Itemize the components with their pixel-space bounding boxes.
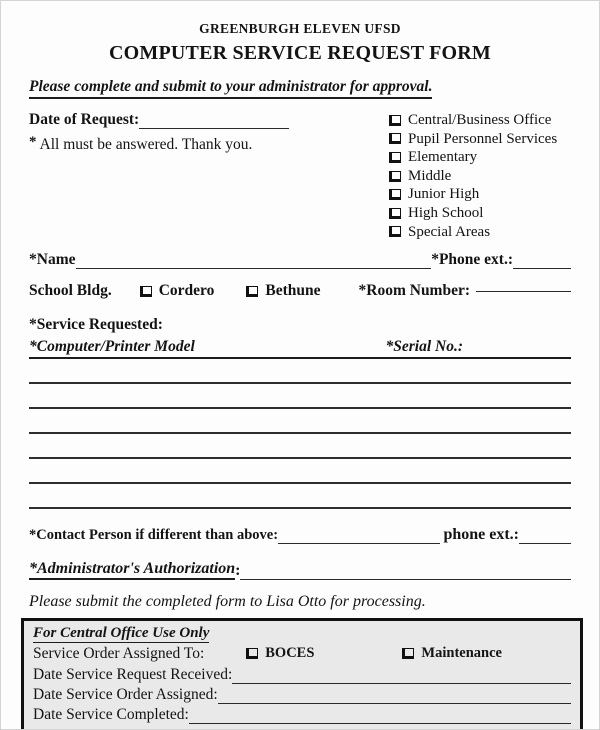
completed-label: Date Service Completed: <box>33 705 189 723</box>
assigned-option-label: BOCES <box>265 645 315 662</box>
contact-phone-line[interactable] <box>519 543 571 544</box>
location-option[interactable] <box>389 204 571 223</box>
top-section <box>29 111 571 241</box>
required-note-text: All must be answered. Thank you. <box>39 136 253 153</box>
location-option[interactable] <box>389 130 571 149</box>
admin-auth-line[interactable] <box>240 579 571 580</box>
school-option-cordero[interactable] <box>140 282 215 301</box>
checkbox-icon[interactable] <box>246 648 258 659</box>
contact-phone-ext-label: phone ext.: <box>443 525 519 543</box>
service-requested-label: *Service Requested: <box>29 315 163 333</box>
model-label: *Computer/Printer Model <box>29 337 195 355</box>
date-of-request-line[interactable] <box>139 128 289 129</box>
checkbox-icon[interactable] <box>389 171 401 182</box>
service-writein-area <box>29 359 571 509</box>
office-use-title: For Central Office Use Only <box>33 624 210 641</box>
location-option-label: Middle <box>408 167 452 184</box>
checkbox-icon[interactable] <box>389 189 401 200</box>
model-serial-line <box>29 338 571 359</box>
checkbox-icon[interactable] <box>389 133 401 144</box>
assigned-option-boces[interactable] <box>246 644 314 663</box>
service-writein-line[interactable] <box>29 359 571 384</box>
school-bldg-label: School Bldg. <box>29 282 112 300</box>
location-option-label: Junior High <box>408 186 480 203</box>
location-option-label: Elementary <box>408 149 478 166</box>
location-option[interactable] <box>389 223 571 242</box>
location-option-label: High School <box>408 204 484 221</box>
assigned-to-label: Service Order Assigned To: <box>33 644 205 662</box>
checkbox-icon[interactable] <box>389 152 401 163</box>
school-option-bethune[interactable] <box>246 282 320 301</box>
contact-label: *Contact Person if different than above: <box>29 526 279 543</box>
order-assigned-label: Date Service Order Assigned: <box>33 685 218 703</box>
name-label: *Name <box>29 251 76 269</box>
location-option[interactable] <box>389 148 571 167</box>
assigned-option-label: Maintenance <box>421 645 502 662</box>
phone-ext-label: *Phone ext.: <box>431 251 513 269</box>
school-option-label: Bethune <box>265 282 321 300</box>
checkbox-icon[interactable] <box>140 286 152 297</box>
room-number-label: *Room Number: <box>358 282 471 300</box>
room-number-line[interactable] <box>476 291 571 292</box>
date-of-request-label: Date of Request: <box>29 111 140 128</box>
org-name: GREENBURGH ELEVEN UFSD <box>199 21 401 36</box>
school-option-label: Cordero <box>158 282 215 300</box>
admin-auth-label: *Administrator's Authorization <box>29 560 235 580</box>
service-writein-line[interactable] <box>29 484 571 509</box>
assigned-option-maintenance[interactable] <box>402 644 502 663</box>
service-writein-line[interactable] <box>29 459 571 484</box>
form-title: COMPUTER SERVICE REQUEST FORM <box>109 42 491 64</box>
office-use-box <box>21 618 583 730</box>
required-note <box>29 134 379 154</box>
serial-label: *Serial No.: <box>385 337 463 355</box>
location-option-label: Central/Business Office <box>408 112 552 128</box>
received-label: Date Service Request Received: <box>33 665 233 683</box>
completed-line[interactable] <box>189 723 571 724</box>
service-writein-line[interactable] <box>29 409 571 434</box>
submit-note: Please submit the completed form to Lisa Otto for processing. <box>29 592 426 610</box>
location-option[interactable] <box>389 167 571 186</box>
service-writein-line[interactable] <box>29 434 571 459</box>
checkbox-icon[interactable] <box>389 115 401 126</box>
location-option[interactable] <box>389 185 571 204</box>
location-option-label: Pupil Personnel Services <box>408 130 558 147</box>
location-checkbox-group <box>389 111 571 241</box>
received-line[interactable] <box>232 683 571 684</box>
instruction-banner: Please complete and submit to your administrator for approval. <box>29 78 432 99</box>
checkbox-icon[interactable] <box>246 286 258 297</box>
required-note-star: * <box>29 134 37 150</box>
order-assigned-line[interactable] <box>218 703 571 704</box>
phone-ext-line[interactable] <box>513 268 571 269</box>
checkbox-icon[interactable] <box>389 208 401 219</box>
name-line[interactable] <box>76 268 432 269</box>
location-option-label: Special Areas <box>408 223 491 240</box>
location-option[interactable] <box>389 111 571 130</box>
service-writein-line[interactable] <box>29 384 571 409</box>
contact-line[interactable] <box>278 543 440 544</box>
checkbox-icon[interactable] <box>402 648 414 659</box>
admin-auth-colon: : <box>235 561 241 579</box>
checkbox-icon[interactable] <box>389 226 401 237</box>
